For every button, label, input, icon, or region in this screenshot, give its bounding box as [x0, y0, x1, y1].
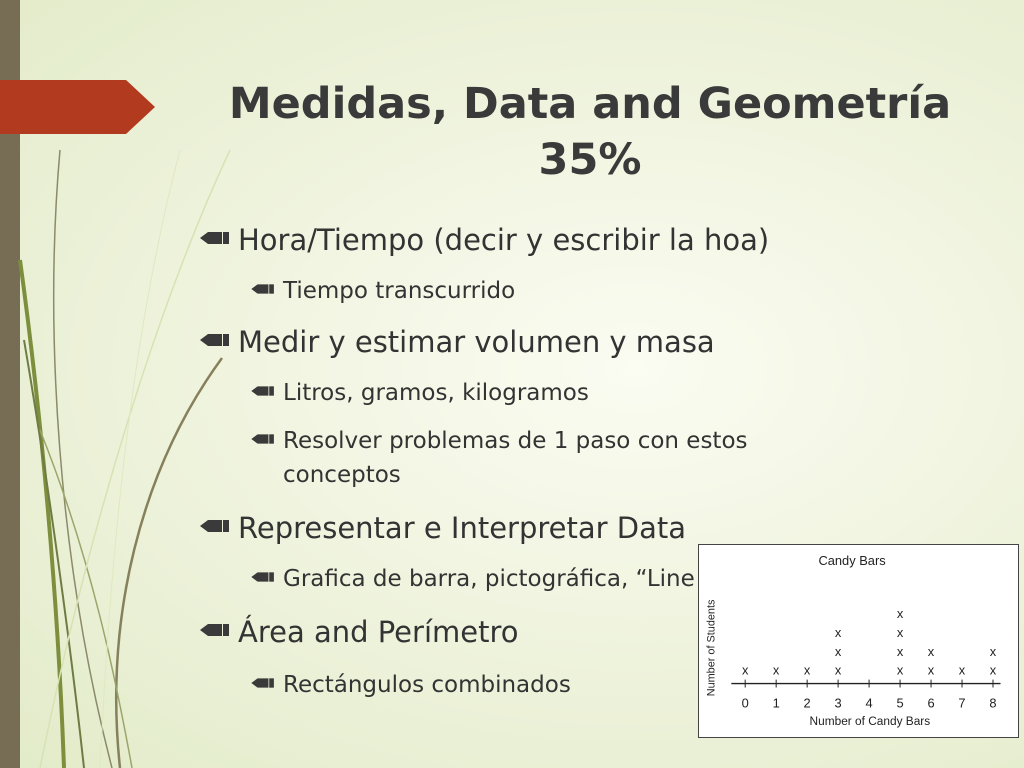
- bullet-text: Medir y estimar volumen y masa: [238, 325, 715, 359]
- pencil-icon: [200, 331, 230, 349]
- plot-mark: x: [834, 625, 842, 641]
- plot-mark: x: [989, 662, 997, 678]
- plot-tick-label: 6: [927, 695, 935, 711]
- pencil-icon: [251, 432, 275, 446]
- plot-mark: x: [741, 662, 749, 678]
- plot-mark: x: [772, 662, 780, 678]
- bullet-item: [200, 324, 715, 360]
- plot-mark: x: [896, 662, 904, 678]
- pencil-icon: [251, 676, 275, 690]
- plot-mark: x: [834, 643, 842, 659]
- plot-mark: x: [834, 662, 842, 678]
- plot-title: Candy Bars: [818, 552, 886, 568]
- sub-bullet-item: [251, 424, 841, 492]
- plot-mark: x: [927, 643, 935, 659]
- plot-mark: x: [896, 625, 904, 641]
- bullet-text: Hora/Tiempo (decir y escribir la hoa): [238, 223, 770, 257]
- pencil-icon: [251, 282, 275, 296]
- plot-mark: x: [989, 643, 997, 659]
- sub-bullet-item: [251, 274, 841, 308]
- plot-mark: x: [927, 662, 935, 678]
- plot-tick-label: 4: [865, 695, 873, 711]
- slide-title-line1: Medidas, Data and Geometría: [228, 79, 952, 129]
- pencil-icon: [200, 229, 230, 247]
- plot-mark: x: [896, 606, 904, 622]
- bullet-text: Litros, gramos, kilogramos: [283, 380, 589, 406]
- plot-mark: x: [958, 662, 966, 678]
- slide-title-line2: 35%: [538, 135, 642, 185]
- sub-bullet-item: [251, 376, 841, 410]
- plot-tick-label: 3: [834, 695, 842, 711]
- plot-tick-label: 2: [803, 695, 811, 711]
- pencil-icon: [200, 517, 230, 535]
- plot-tick-label: 7: [958, 695, 966, 711]
- bullet-item: [200, 614, 519, 650]
- bullet-text: Representar e Interpretar Data: [238, 511, 687, 545]
- bullet-text: Grafica de barra, pictográfica, “Line Plot”: [283, 566, 758, 592]
- slide-title: [190, 76, 990, 188]
- plot-mark: x: [896, 643, 904, 659]
- pencil-icon: [251, 384, 275, 398]
- plot-tick-label: 0: [741, 695, 749, 711]
- bullet-item: [200, 510, 686, 546]
- plot-tick-label: 1: [772, 695, 780, 711]
- plot-xlabel: Number of Candy Bars: [809, 714, 931, 729]
- pencil-icon: [200, 621, 230, 639]
- pencil-icon: [251, 570, 275, 584]
- bullet-text: Tiempo transcurrido: [283, 278, 516, 304]
- bullet-text: Área and Perímetro: [238, 615, 519, 649]
- bullet-item: [200, 222, 769, 258]
- plot-tick-label: 8: [989, 695, 997, 711]
- title-arrow-banner: [0, 0, 160, 140]
- bullet-text: Resolver problemas de 1 paso con estos conceptos: [283, 428, 748, 488]
- plot-tick-label: 5: [896, 695, 904, 711]
- bullet-text: Rectángulos combinados: [283, 672, 571, 698]
- line-plot-figure: [698, 544, 1019, 738]
- plot-mark: x: [803, 662, 811, 678]
- plot-ylabel: Number of Students: [705, 599, 718, 697]
